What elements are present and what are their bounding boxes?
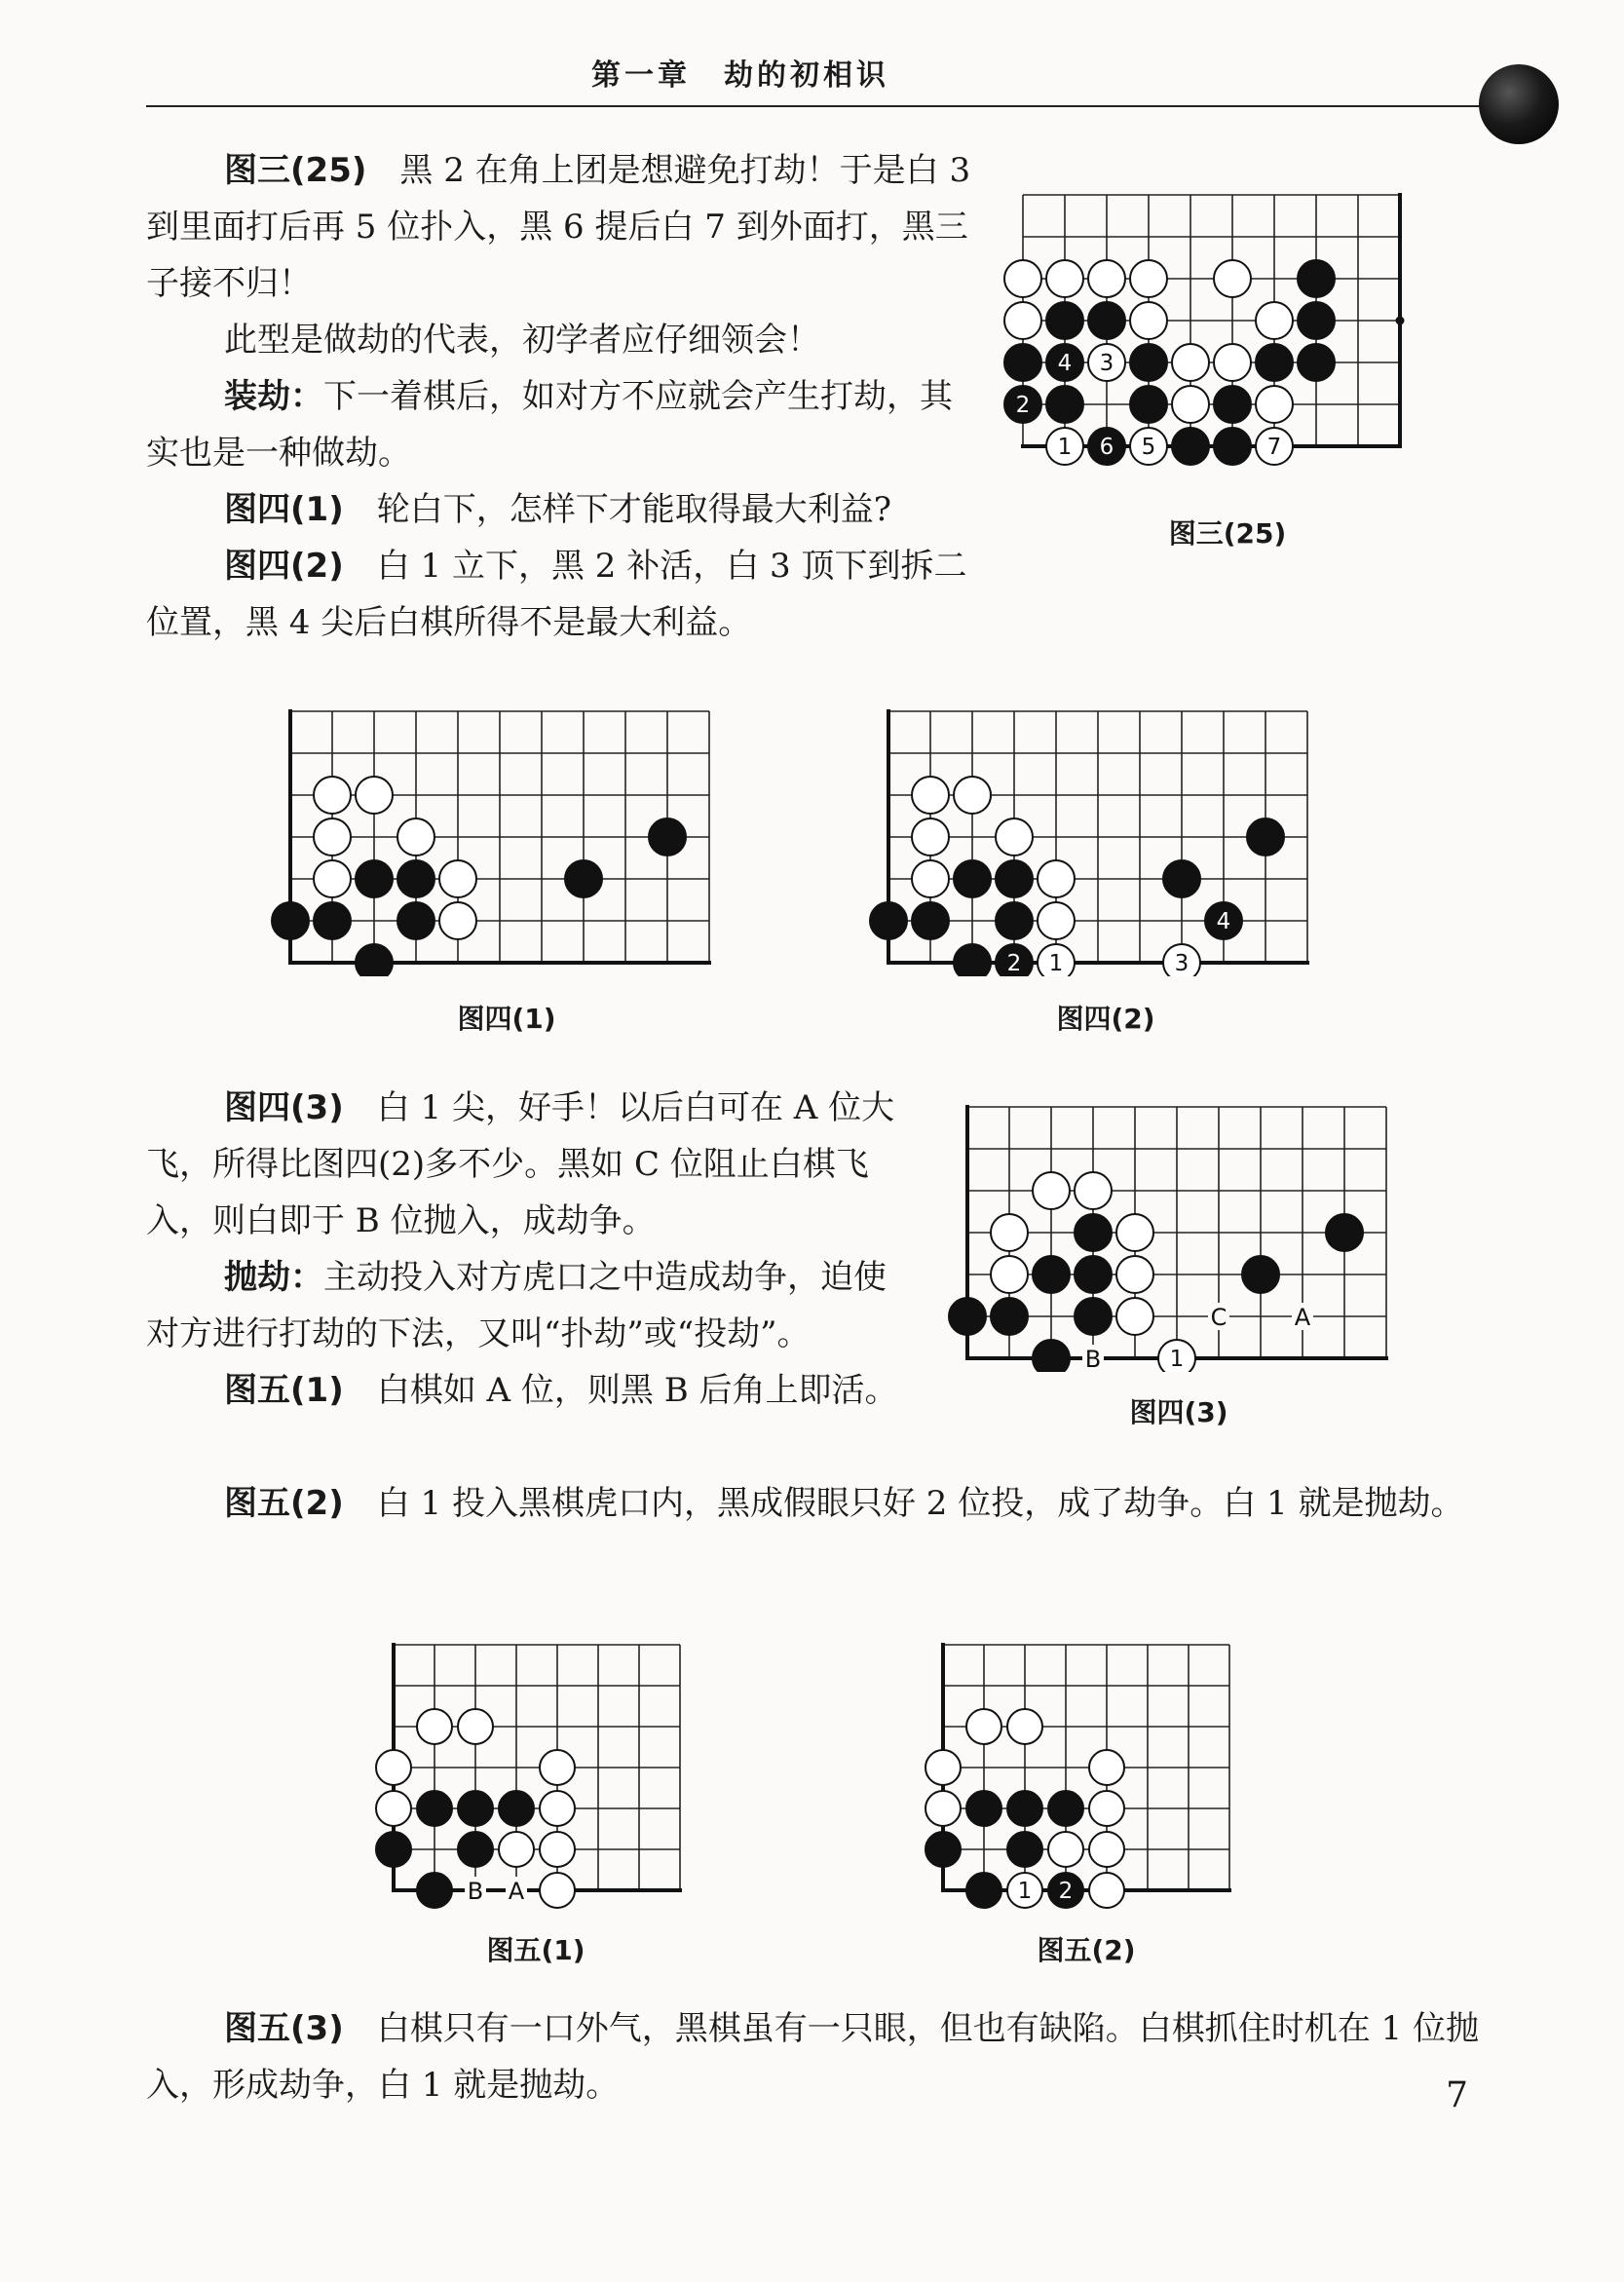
white-stone (912, 860, 949, 897)
caption-fig5-2: 图五(2) (1037, 1934, 1136, 1966)
white-stone (314, 818, 351, 856)
white-stone (1130, 302, 1167, 339)
paragraph-text: 主动投入对方虎口之中造成劫争，迫使对方进行打劫的下法，又叫“扑劫”或“投劫”。 (146, 1258, 887, 1353)
black-stone (1046, 302, 1083, 339)
white-stone (996, 818, 1033, 856)
paragraph-text: 此型是做劫的代表，初学者应仔细领会！ (224, 321, 820, 360)
header-rule (146, 105, 1491, 107)
paragraph-fig5-2 (146, 1475, 1481, 1532)
white-stone (1004, 260, 1041, 297)
black-stone (1326, 1214, 1363, 1251)
figure-ref-label: 图五(2) (224, 1484, 344, 1523)
black-stone (1247, 818, 1284, 856)
move-number: 5 (1141, 435, 1156, 460)
black-stone (356, 944, 393, 976)
black-stone (1075, 1256, 1112, 1293)
move-number: 3 (1099, 351, 1114, 376)
white-stone (1038, 902, 1075, 939)
white-stone (1038, 860, 1075, 897)
white-stone (540, 1832, 575, 1867)
paragraph-block-3 (146, 1475, 1481, 1532)
white-stone (417, 1709, 452, 1744)
paragraph-text: 黑 2 在角上团是想避免打劫！于是白 3 到里面打后再 5 位扑入，黑 6 提后白 7 到外面打，黑三子接不归！ (146, 151, 971, 303)
white-stone (966, 1709, 1001, 1744)
white-stone (458, 1709, 493, 1744)
star-point (1396, 317, 1405, 325)
white-stone (991, 1256, 1028, 1293)
paragraph-fig5-3 (146, 2000, 1481, 2113)
black-stone (1048, 1791, 1083, 1826)
black-stone (954, 860, 991, 897)
caption-fig4-1: 图四(1) (457, 1003, 556, 1035)
paragraph-text: 白 1 尖，好手！以后白可在 A 位大飞，所得比图四(2)多不少。黑如 C 位阻止白棋飞入，则白即于 B 位抛入，成劫争。 (146, 1088, 895, 1240)
white-stone (1172, 386, 1209, 423)
go-diagram-fig4-3 (940, 1099, 1427, 1372)
white-stone (1046, 260, 1083, 297)
white-stone (1004, 302, 1041, 339)
black-stone (565, 860, 602, 897)
black-stone (991, 1298, 1028, 1335)
black-stone (912, 902, 949, 939)
move-number: 3 (1174, 951, 1190, 976)
paragraph-text: 下一着棋后，如对方不应就会产生打劫，其实也是一种做劫。 (146, 377, 953, 473)
move-number: 2 (1006, 951, 1022, 976)
figure-ref-label: 图三(25) (224, 151, 367, 190)
white-stone (1256, 302, 1293, 339)
black-stone (1130, 344, 1167, 381)
paragraph-text: 白棋如 A 位，则黑 B 后角上即活。 (376, 1371, 898, 1410)
white-stone (1033, 1172, 1070, 1209)
white-stone (1088, 260, 1125, 297)
move-number: 1 (1057, 435, 1073, 460)
black-stone (1046, 386, 1083, 423)
go-diagram-fig4-2 (865, 704, 1352, 976)
black-stone (1214, 386, 1251, 423)
black-stone (417, 1791, 452, 1826)
point-letter: A (508, 1878, 525, 1905)
black-stone (376, 1832, 411, 1867)
white-stone (397, 818, 434, 856)
running-head: 第一章 劫的初相识 (591, 58, 889, 93)
point-letter: B (467, 1878, 484, 1905)
move-number: 4 (1057, 351, 1073, 376)
go-diagram-fig4-1 (263, 704, 750, 976)
page-number: 7 (1446, 2075, 1468, 2115)
paragraph-block-4 (146, 2000, 1481, 2113)
black-stone (397, 860, 434, 897)
white-stone (499, 1832, 534, 1867)
paragraph-fig4-3 (146, 1080, 916, 1249)
black-stone (1130, 386, 1167, 423)
black-stone (458, 1832, 493, 1867)
white-stone (1214, 260, 1251, 297)
white-stone (991, 1214, 1028, 1251)
black-stone (954, 944, 991, 976)
black-stone (1242, 1256, 1279, 1293)
black-stone (925, 1832, 961, 1867)
go-diagram-fig5-1 (370, 1637, 701, 1910)
black-stone (1075, 1298, 1112, 1335)
white-stone (1048, 1832, 1083, 1867)
white-stone (439, 902, 476, 939)
move-number: 1 (1048, 951, 1064, 976)
black-stone (272, 902, 309, 939)
black-stone (314, 902, 351, 939)
white-stone (1130, 260, 1167, 297)
black-stone (417, 1873, 452, 1908)
figure-ref-label: 图五(1) (224, 1371, 344, 1410)
move-number: 7 (1266, 435, 1282, 460)
black-stone (458, 1791, 493, 1826)
caption-fig4-3: 图四(3) (1129, 1396, 1228, 1428)
paragraph-text: 白棋只有一口外气，黑棋虽有一只眼，但也有缺陷。白棋抓住时机在 1 位抛入，形成劫争，白 1 就是抛劫。 (146, 2009, 1479, 2105)
black-stone (1007, 1791, 1042, 1826)
paragraph-paojie (146, 1249, 916, 1362)
paragraph-text: 白 1 投入黑棋虎口内，黑成假眼只好 2 位投，成了劫争。白 1 就是抛劫。 (376, 1484, 1464, 1523)
white-stone (540, 1873, 575, 1908)
paragraph-fig4-1 (146, 481, 974, 538)
paragraph-fig3-25 (146, 142, 974, 312)
white-stone (1116, 1214, 1153, 1251)
white-stone (1089, 1750, 1124, 1785)
black-stone (966, 1873, 1001, 1908)
paragraph-text: 白 1 立下，黑 2 补活，白 3 顶下到拆二位置，黑 4 尖后白棋所得不是最大利益。 (146, 547, 967, 642)
black-stone (870, 902, 907, 939)
white-stone (912, 777, 949, 814)
paragraph-text: 轮白下，怎样下才能取得最大利益? (376, 490, 891, 529)
black-stone (1298, 302, 1335, 339)
black-stone (1004, 344, 1041, 381)
black-stone (966, 1791, 1001, 1826)
move-number: 4 (1216, 909, 1231, 934)
term-label: 装劫： (224, 377, 323, 416)
black-stone (356, 860, 393, 897)
go-diagram-fig3-25 (984, 185, 1452, 487)
white-stone (1007, 1709, 1042, 1744)
white-stone (540, 1750, 575, 1785)
paragraph-block-2 (146, 1080, 916, 1419)
white-stone (439, 860, 476, 897)
paragraph-fig5-1 (146, 1362, 916, 1419)
point-letter: B (1084, 1346, 1102, 1372)
black-stone (1033, 1340, 1070, 1372)
point-letter: C (1210, 1304, 1227, 1331)
black-stone (1075, 1214, 1112, 1251)
go-diagram-fig5-2 (920, 1637, 1251, 1910)
black-stone (1256, 344, 1293, 381)
black-stone (996, 902, 1033, 939)
white-stone (1256, 386, 1293, 423)
chapter-marker-dot (1479, 64, 1559, 144)
white-stone (925, 1750, 961, 1785)
caption-fig3-25: 图三(25) (1168, 517, 1287, 550)
white-stone (1116, 1298, 1153, 1335)
move-number: 1 (1017, 1879, 1033, 1904)
figure-ref-label: 图四(2) (224, 547, 344, 586)
paragraph-zhuangjie (146, 368, 974, 481)
white-stone (314, 777, 351, 814)
black-stone (1007, 1832, 1042, 1867)
white-stone (912, 818, 949, 856)
white-stone (1089, 1791, 1124, 1826)
black-stone (949, 1298, 986, 1335)
move-number: 1 (1169, 1347, 1185, 1372)
figure-ref-label: 图四(3) (224, 1088, 344, 1127)
paragraph-fig4-2 (146, 538, 974, 651)
black-stone (1088, 302, 1125, 339)
move-number: 2 (1058, 1879, 1074, 1904)
white-stone (376, 1750, 411, 1785)
black-stone (1163, 860, 1200, 897)
black-stone (1298, 260, 1335, 297)
white-stone (1089, 1873, 1124, 1908)
point-letter: A (1294, 1304, 1311, 1331)
black-stone (1298, 344, 1335, 381)
paragraph-note (146, 312, 974, 368)
term-label: 抛劫： (224, 1258, 323, 1297)
caption-fig5-1: 图五(1) (486, 1934, 585, 1966)
black-stone (649, 818, 686, 856)
white-stone (356, 777, 393, 814)
black-stone (1172, 428, 1209, 465)
move-number: 2 (1015, 393, 1031, 418)
figure-ref-label: 图五(3) (224, 2009, 344, 2048)
white-stone (1214, 344, 1251, 381)
white-stone (376, 1791, 411, 1826)
black-stone (397, 902, 434, 939)
white-stone (954, 777, 991, 814)
white-stone (1075, 1172, 1112, 1209)
figure-ref-label: 图四(1) (224, 490, 344, 529)
white-stone (1089, 1832, 1124, 1867)
white-stone (1172, 344, 1209, 381)
black-stone (996, 860, 1033, 897)
black-stone (1214, 428, 1251, 465)
white-stone (925, 1791, 961, 1826)
white-stone (540, 1791, 575, 1826)
black-stone (499, 1791, 534, 1826)
caption-fig4-2: 图四(2) (1056, 1003, 1155, 1035)
white-stone (1116, 1256, 1153, 1293)
paragraph-block-1 (146, 142, 974, 651)
move-number: 6 (1099, 435, 1114, 460)
black-stone (1033, 1256, 1070, 1293)
white-stone (314, 860, 351, 897)
